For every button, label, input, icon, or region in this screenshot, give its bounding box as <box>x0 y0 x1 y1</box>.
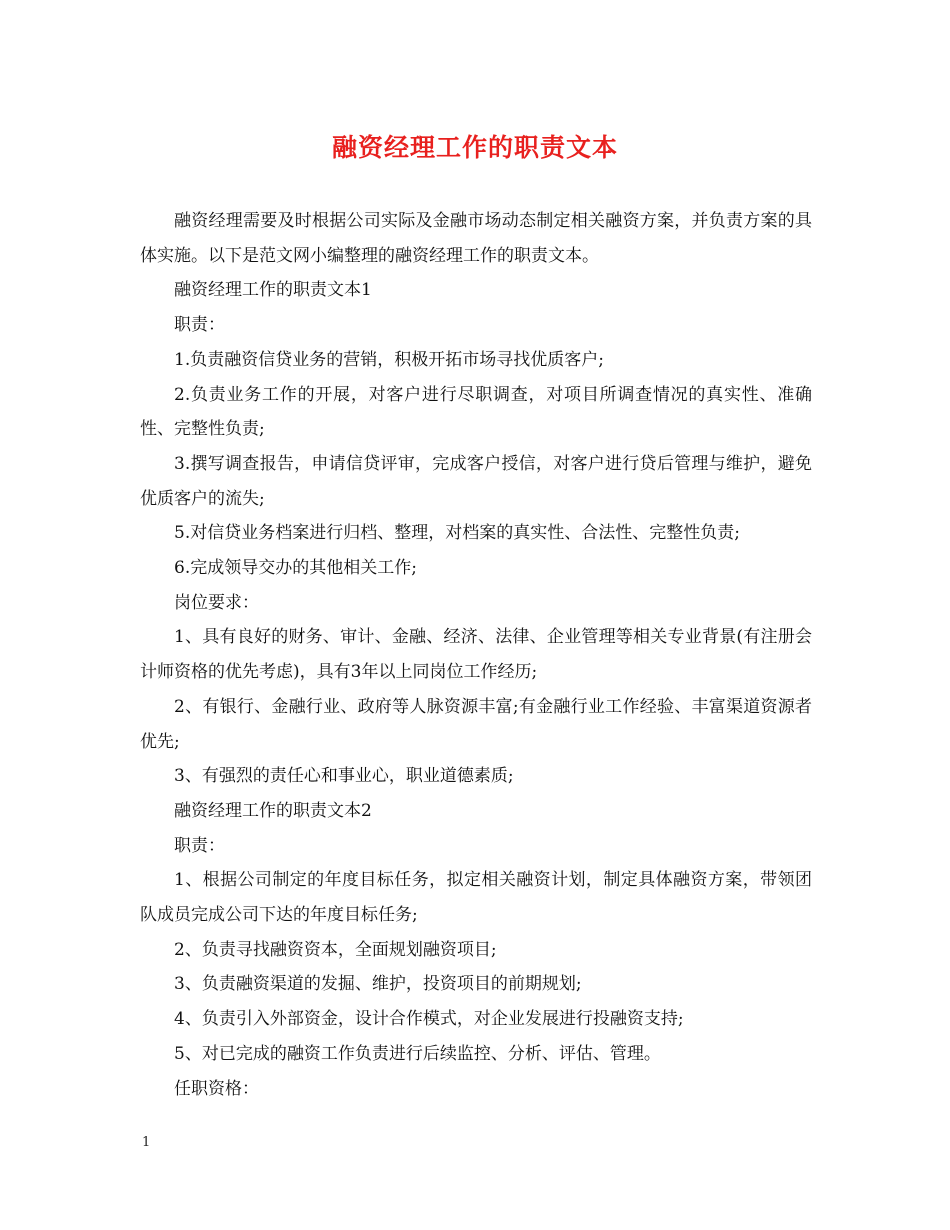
section-heading-2: 融资经理工作的职责文本2 <box>174 800 372 821</box>
list-item: 4、负责引入外部资金，设计合作模式，对企业发展进行投融资支持; <box>174 1009 684 1030</box>
list-item: 5、对已完成的融资工作负责进行后续监控、分析、评估、管理。 <box>174 1043 661 1064</box>
list-item: 3.撰写调查报告，申请信贷评审，完成客户授信，对客户进行贷后管理与维护，避免优质客户的流失; <box>140 453 812 509</box>
list-item: 3、负责融资渠道的发掘、维护，投资项目的前期规划; <box>174 974 582 995</box>
list-item: 2、有银行、金融行业、政府等人脉资源丰富;有金融行业工作经验、丰富渠道资源者优先; <box>140 696 812 752</box>
document-body <box>140 204 812 1106</box>
list-item: 6.完成领导交办的其他相关工作; <box>174 558 417 579</box>
list-item: 2.负责业务工作的开展，对客户进行尽职调查，对项目所调查情况的真实性、准确性、完整性负责; <box>140 384 812 440</box>
document-title: 融资经理工作的职责文本 <box>331 133 618 162</box>
qualifications-label: 任职资格： <box>174 1078 259 1099</box>
paragraph-intro: 融资经理需要及时根据公司实际及金融市场动态制定相关融资方案，并负责方案的具体实施。以下是范文网小编整理的融资经理工作的职责文本。 <box>140 211 812 266</box>
list-item: 3、有强烈的责任心和事业心，职业道德素质; <box>174 766 514 787</box>
duties-label: 职责： <box>174 835 225 856</box>
requirements-label: 岗位要求： <box>174 592 259 613</box>
list-item: 1、根据公司制定的年度目标任务，拟定相关融资计划，制定具体融资方案，带领团队成员完成公司下达的年度目标任务; <box>140 870 812 926</box>
duties-label: 职责： <box>174 315 225 336</box>
section-heading-1: 融资经理工作的职责文本1 <box>174 280 372 301</box>
list-item: 1.负责融资信贷业务的营销，积极开拓市场寻找优质客户; <box>174 349 604 370</box>
page-number: 1 <box>142 1135 151 1150</box>
list-item: 5.对信贷业务档案进行归档、整理，对档案的真实性、合法性、完整性负责; <box>174 523 740 544</box>
list-item: 2、负责寻找融资资本，全面规划融资项目; <box>174 939 497 960</box>
list-item: 1、具有良好的财务、审计、金融、经济、法律、企业管理等相关专业背景(有注册会计师资格的优先考虑)，具有3年以上同岗位工作经历; <box>140 627 812 683</box>
